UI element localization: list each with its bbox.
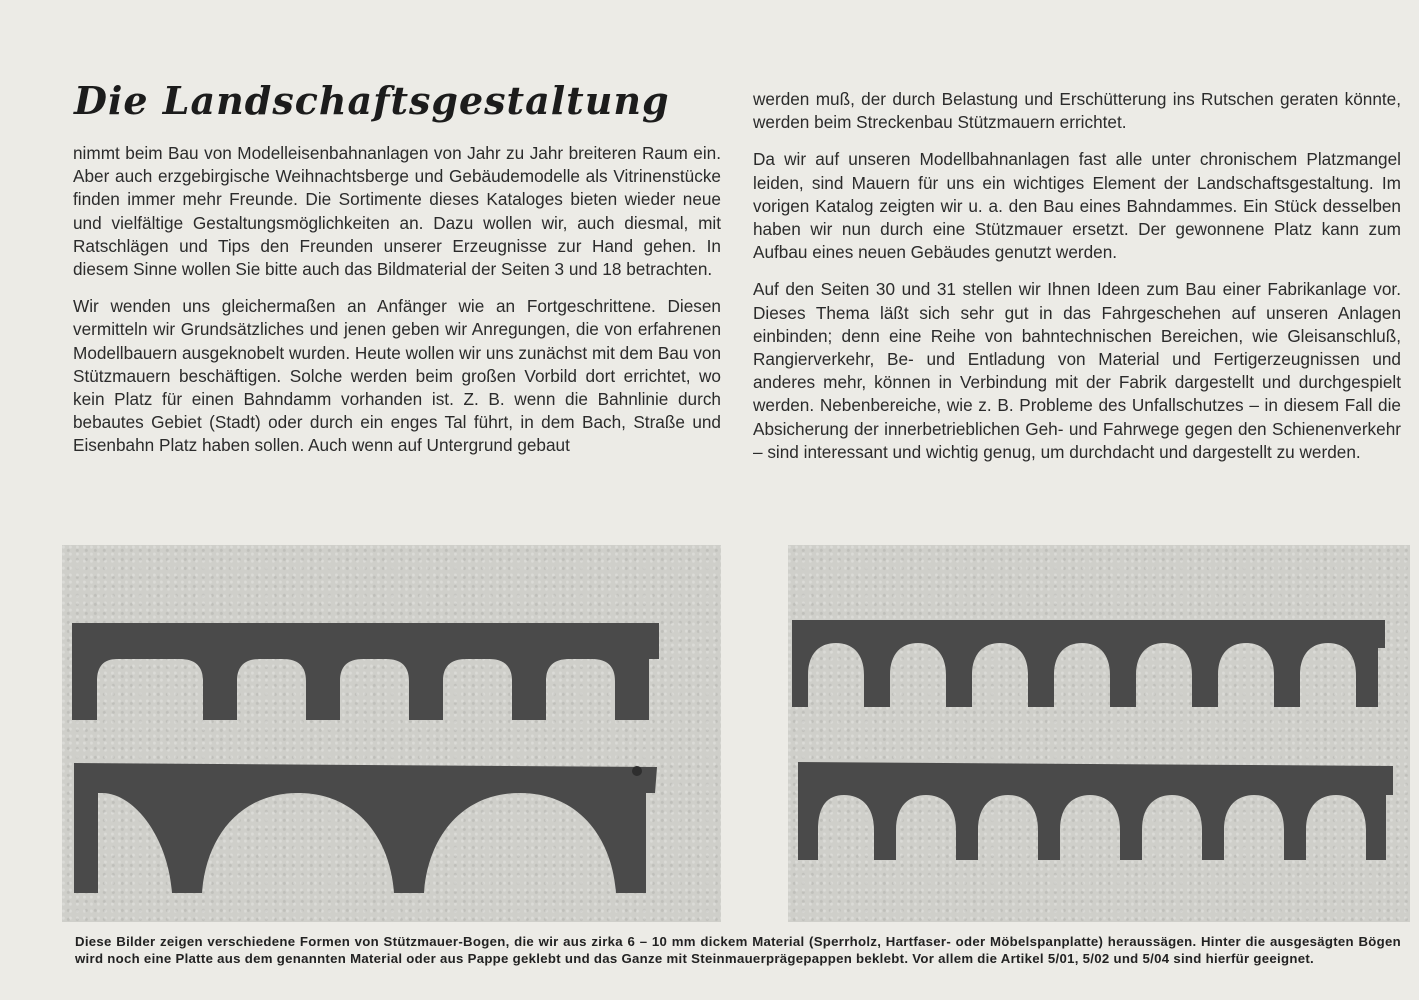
paragraph: nimmt beim Bau von Modelleisenbahnanlagen von Jahr zu Jahr breiteren Raum ein. Aber auch erzgebirgische Weihnachtsberge und Gebäudemodelle als Vitrinenstücke finden immer mehr Freunde. Die Sortimente dieses Kataloges bieten wieder neue und vielfältige Gestaltungsmöglichkeiten an. Dazu wollen wir, auch diesmal, mit Ratschlägen und Tips den Freunden unserer Erzeugnisse zur Hand gehen. In diesem Sinne wollen Sie bitte auch das Bildmaterial der Seiten 3 und 18 betrachten. <box>73 143 721 280</box>
paragraph: werden muß, der durch Belastung und Erschütterung ins Rutschen geraten könnte, werden beim Streckenbau Stützmauern errichtet. <box>753 89 1401 133</box>
retaining-wall-round-arches-lower <box>798 762 1393 860</box>
retaining-wall-wide-arches <box>74 763 657 893</box>
wall-cutouts-illustration <box>788 545 1410 922</box>
figure-caption: Diese Bilder zeigen verschiedene Formen von Stützmauer-Bogen, die wir aus zirka 6 – 10 mm dickem Material (Sperrholz, Hartfaser- oder Möbelspanplatte) heraussägen. Hinter die ausgesägten Bögen wird noch eine Platte aus dem genannten Material oder aus Pappe geklebt und das Ganze mit Steinmauerprägepappen beklebt. Vor allem die Artikel 5/01, 5/02 und 5/04 sind hierfür geeignet. <box>75 934 1401 966</box>
photo-square-arches-and-wide-arches <box>62 545 721 922</box>
retaining-wall-square-openings <box>72 623 659 720</box>
wall-cutouts-illustration <box>62 545 721 922</box>
paragraph: Wir wenden uns gleichermaßen an Anfänger wie an Fortgeschrittene. Diesen vermitteln wir Grundsätzliches und jenen geben wir Anregungen, die von erfahrenen Modellbauern ausgeknobelt wurden. Heute wollen wir uns zunächst mit dem Bau von Stützmauern beschäftigen. Solche werden beim großen Vorbild dort errichtet, wo kein Platz für einen Bahndamm vorhanden ist. Z. B. wenn die Bahnlinie durch bebautes Gebiet (Stadt) oder durch ein enges Tal führt, in dem Bach, Straße und Eisenbahn Platz haben sollen. Auch wenn auf Untergrund gebaut <box>73 296 721 456</box>
paragraph: Da wir auf unseren Modellbahnanlagen fast alle unter chronischem Platzmangel leiden, sind Mauern für uns ein wichtiges Element der Landschaftsgestaltung. Im vorigen Katalog zeigten wir u. a. den Bau eines Bahndammes. Ein Stück desselben haben wir nun durch eine Stützmauer ersetzt. Der gewonnene Platz kann zum Aufbau eines neuen Gebäudes genutzt werden. <box>753 149 1401 263</box>
nail-mark <box>632 766 642 776</box>
right-text-column <box>753 88 1401 478</box>
left-text-column <box>73 142 721 472</box>
retaining-wall-round-arches-upper <box>792 620 1385 707</box>
photo-round-arches <box>788 545 1410 922</box>
page-heading: Die Landschaftsgestaltung <box>74 78 670 123</box>
paragraph: Auf den Seiten 30 und 31 stellen wir Ihnen Ideen zum Bau einer Fabrikanlage vor. Dieses Thema läßt sich sehr gut in das Fahrgeschehen auf unseren Anlagen einbinden; denn eine Reihe von bahntechnischen Bereichen, wie Gleisanschluß, Rangierverkehr, Be- und Entladung von Material und Fertigerzeugnissen und anderes mehr, können in Verbindung mit der Fabrik dargestellt und durchgespielt werden. Nebenbereiche, wie z. B. Probleme des Unfallschutzes – in diesem Fall die Absicherung der innerbetrieblichen Geh- und Fahrwege gegen den Schienenverkehr – sind interessant und wichtig genug, um durchdacht und dargestellt zu werden. <box>753 279 1401 462</box>
